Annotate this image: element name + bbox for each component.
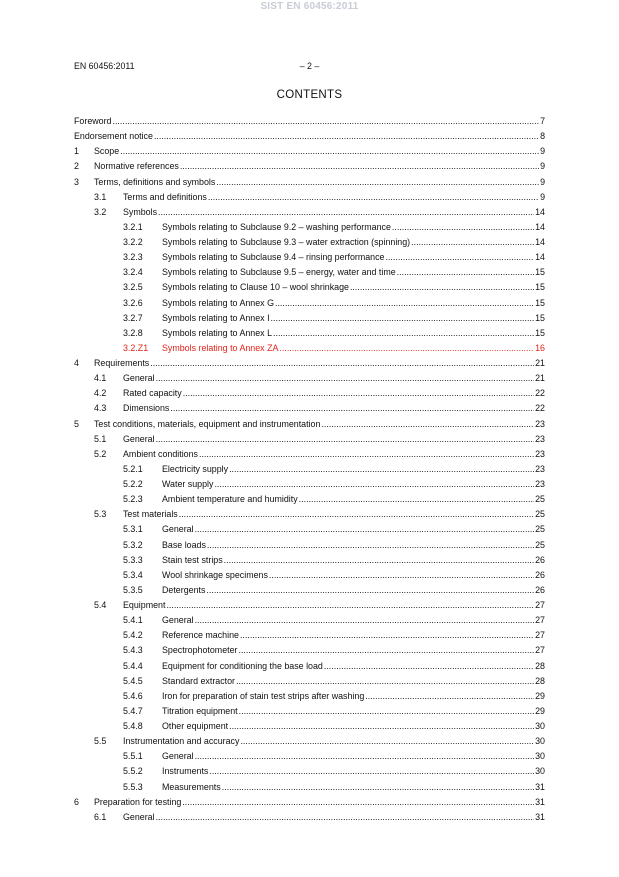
toc-entry-title: Test materials [123, 509, 178, 520]
toc-entry-title: General [123, 811, 155, 822]
toc-entry-title: General [162, 615, 194, 626]
toc-entry-number: 5.3.5 [123, 584, 143, 595]
dot-leader [392, 220, 534, 235]
toc-entry[interactable] [74, 553, 545, 568]
toc-entry[interactable] [74, 144, 545, 159]
toc-entry[interactable] [74, 356, 545, 371]
toc-entry-title: Symbols relating to Subclause 9.2 – washing performance [162, 221, 391, 232]
toc-entry-page: 15 [535, 312, 545, 323]
toc-entry-title: Test conditions, materials, equipment and instrumentation [94, 418, 321, 429]
toc-entry-page: 23 [535, 448, 545, 459]
toc-entry-number: 3.2.2 [123, 237, 143, 247]
toc-entry[interactable] [74, 129, 545, 144]
toc-entry-number: 5.4.6 [123, 690, 143, 701]
toc-entry[interactable] [74, 296, 545, 311]
toc-entry-title: Reference machine [162, 630, 239, 641]
toc-entry-number: 5.3.3 [123, 554, 143, 565]
toc-entry[interactable] [74, 175, 545, 190]
dot-leader [236, 674, 534, 689]
toc-entry-number: 3.2.4 [123, 267, 143, 278]
toc-entry-title: General [162, 751, 194, 762]
dot-leader [238, 643, 534, 658]
toc-entry[interactable] [74, 764, 545, 779]
dot-leader [269, 568, 534, 583]
dot-leader [179, 507, 534, 522]
dot-leader [271, 311, 535, 326]
toc-entry[interactable] [74, 613, 545, 628]
toc-entry-title: Foreword [74, 116, 112, 126]
toc-entry[interactable] [74, 583, 545, 598]
toc-entry-page: 26 [535, 554, 545, 565]
dot-leader [321, 417, 534, 432]
toc-entry-page: 31 [535, 781, 545, 792]
toc-entry-page: 26 [535, 584, 545, 595]
toc-entry-page: 22 [535, 403, 545, 414]
dot-leader [324, 659, 534, 674]
toc-entry-page: 21 [535, 373, 545, 384]
toc-entry-number: 3.2.5 [123, 282, 143, 293]
dot-leader [199, 447, 534, 462]
toc-entry-page: 27 [535, 600, 545, 610]
toc-entry[interactable] [74, 719, 545, 734]
toc-entry[interactable] [74, 507, 545, 522]
toc-entry-page: 15 [535, 267, 545, 278]
toc-entry-title: Instruments [162, 766, 209, 777]
toc-entry-number: 4.2 [94, 388, 107, 399]
toc-entry-number: 6.1 [94, 811, 107, 822]
dot-leader [195, 613, 535, 628]
dot-leader [156, 432, 535, 447]
toc-entry[interactable] [74, 704, 545, 719]
toc-entry[interactable] [74, 749, 545, 764]
toc-entry[interactable] [74, 659, 545, 674]
dot-leader [195, 522, 535, 537]
toc-entry[interactable] [74, 417, 545, 432]
toc-entry-page: 29 [535, 690, 545, 701]
toc-entry-page: 25 [535, 509, 545, 520]
dot-leader [273, 326, 534, 341]
toc-entry-page: 27 [535, 645, 545, 656]
dot-leader [206, 583, 534, 598]
toc-entry-page: 22 [535, 388, 545, 399]
toc-entry-number: 3.2 [94, 206, 107, 217]
toc-entry-page: 7 [540, 116, 545, 126]
toc-entry-number: 2 [74, 161, 79, 172]
toc-entry-title: Dimensions [123, 403, 170, 414]
dot-leader [240, 734, 534, 749]
toc-entry-page: 25 [535, 539, 545, 550]
toc-entry[interactable] [74, 795, 545, 810]
toc-entry-number: 1 [74, 146, 79, 157]
toc-entry-number: 5.4.4 [123, 660, 143, 671]
toc-entry-title: Equipment for conditioning the base load [162, 660, 323, 671]
dot-leader [216, 175, 539, 190]
table-of-contents [74, 114, 545, 825]
toc-entry[interactable] [74, 114, 545, 129]
toc-entry[interactable] [74, 492, 545, 507]
toc-entry-number: 5.5.3 [123, 781, 143, 792]
toc-entry[interactable] [74, 780, 545, 795]
toc-entry-title: Water supply [162, 479, 214, 489]
dot-leader [386, 250, 535, 265]
toc-entry-number: 5.3.4 [123, 569, 143, 580]
dot-leader [207, 538, 534, 553]
toc-entry[interactable] [74, 401, 545, 416]
toc-entry-number: 3.2.6 [123, 297, 143, 308]
toc-entry-title: Titration equipment [162, 705, 238, 716]
toc-entry[interactable] [74, 734, 545, 749]
dot-leader [158, 205, 534, 220]
toc-entry-page: 30 [535, 721, 545, 731]
toc-entry-title: Stain test strips [162, 554, 223, 565]
toc-entry-title: Normative references [94, 161, 179, 172]
toc-entry[interactable] [74, 689, 545, 704]
toc-entry-title: Preparation for testing [94, 796, 182, 807]
toc-entry-page: 14 [535, 237, 545, 247]
toc-entry[interactable] [74, 235, 545, 250]
toc-entry-number: 4 [74, 358, 79, 368]
dot-leader [156, 810, 535, 825]
toc-entry-number: 3.2.8 [123, 327, 143, 338]
toc-entry[interactable] [74, 447, 545, 462]
dot-leader [224, 553, 534, 568]
toc-entry-number: 5.1 [94, 433, 107, 444]
dot-leader [180, 159, 539, 174]
toc-entry-title: Ambient conditions [123, 448, 198, 459]
page-title: CONTENTS [276, 89, 343, 101]
toc-entry-title: Measurements [162, 781, 221, 792]
toc-entry-page: 31 [535, 796, 545, 807]
toc-entry-title: Base loads [162, 539, 206, 550]
toc-entry[interactable] [74, 159, 545, 174]
toc-entry[interactable] [74, 538, 545, 553]
toc-entry-title: Scope [94, 146, 120, 157]
toc-entry-page: 23 [535, 463, 545, 474]
toc-entry[interactable] [74, 280, 545, 295]
toc-entry-number: 5.3 [94, 509, 107, 520]
toc-entry[interactable] [74, 643, 545, 658]
dot-leader [182, 795, 534, 810]
toc-entry-title: Symbols relating to Subclause 9.5 – energy, water and time [162, 267, 396, 278]
toc-entry[interactable] [74, 311, 545, 326]
toc-entry-title: Symbols relating to Subclause 9.3 – water extraction (spinning) [162, 237, 411, 247]
toc-entry-title: Iron for preparation of stain test strips after washing [162, 690, 365, 701]
toc-entry-number: 5.2 [94, 448, 107, 459]
toc-entry[interactable] [74, 250, 545, 265]
toc-entry-page: 15 [535, 297, 545, 308]
toc-entry-page: 14 [535, 221, 545, 232]
toc-entry-page: 21 [535, 358, 545, 368]
dot-leader [239, 704, 534, 719]
dot-leader [229, 462, 534, 477]
toc-entry-number: 5.4.1 [123, 615, 143, 626]
dot-leader [113, 114, 540, 129]
toc-entry-number: 5.4.3 [123, 645, 143, 656]
toc-entry-number: 5.4.8 [123, 721, 143, 731]
toc-entry-number: 3.2.3 [123, 252, 143, 263]
toc-entry-page: 28 [535, 675, 545, 686]
toc-entry-page: 25 [535, 494, 545, 505]
dot-leader [365, 689, 534, 704]
toc-entry-title: Wool shrinkage specimens [162, 569, 268, 580]
dot-leader [183, 386, 534, 401]
dot-leader [299, 492, 534, 507]
toc-entry[interactable] [74, 628, 545, 643]
toc-entry-number: 5.4.7 [123, 705, 143, 716]
toc-entry-title: Symbols relating to Annex I [162, 312, 270, 323]
toc-entry-title: Terms and definitions [123, 191, 207, 202]
toc-entry-page: 9 [540, 161, 545, 172]
dot-leader [120, 144, 539, 159]
toc-entry-title: Detergents [162, 584, 206, 595]
document-id: EN 60456:2011 [74, 61, 135, 71]
toc-entry-title: General [123, 373, 155, 384]
dot-leader [397, 265, 534, 280]
toc-entry-page: 9 [540, 191, 545, 202]
toc-entry-page: 30 [535, 766, 545, 777]
toc-entry[interactable] [74, 220, 545, 235]
toc-entry-page: 15 [535, 282, 545, 293]
toc-entry-page: 14 [535, 252, 545, 263]
toc-entry[interactable] [74, 386, 545, 401]
dot-leader [195, 749, 535, 764]
toc-entry-number: 5.4 [94, 600, 107, 610]
toc-entry-title: Symbols relating to Annex L [162, 327, 273, 338]
toc-entry-title: Spectrophotometer [162, 645, 238, 656]
toc-entry[interactable] [74, 265, 545, 280]
dot-leader [208, 190, 539, 205]
toc-entry-title: Terms, definitions and symbols [94, 176, 216, 187]
dot-leader [150, 356, 534, 371]
toc-entry-title: Instrumentation and accuracy [123, 736, 240, 747]
toc-entry-page: 29 [535, 705, 545, 716]
toc-entry-number: 5.5.2 [123, 766, 143, 777]
toc-entry-page: 26 [535, 569, 545, 580]
toc-entry-title: Symbols relating to Clause 10 – wool shrinkage [162, 282, 349, 293]
toc-entry-number: 5.5 [94, 736, 107, 747]
toc-entry-page: 23 [535, 433, 545, 444]
toc-entry-title: Rated capacity [123, 388, 182, 399]
toc-entry[interactable] [74, 810, 545, 825]
dot-leader [170, 401, 534, 416]
toc-entry-page: 9 [540, 176, 545, 187]
toc-entry-page: 8 [540, 131, 545, 142]
toc-entry-number: 3.2.1 [123, 221, 143, 232]
toc-entry-page: 25 [535, 524, 545, 535]
toc-entry-page: 9 [540, 146, 545, 157]
toc-entry-title: Symbols [123, 206, 158, 217]
toc-entry-page: 23 [535, 418, 545, 429]
toc-entry-number: 3.1 [94, 191, 107, 202]
dot-leader [411, 235, 534, 250]
toc-entry-number: 5.4.5 [123, 675, 143, 686]
toc-entry-page: 30 [535, 736, 545, 747]
toc-entry-page: 30 [535, 751, 545, 762]
dot-leader [279, 341, 534, 356]
toc-entry-number: 5.3.2 [123, 539, 143, 550]
toc-entry-title: Requirements [94, 358, 150, 368]
dot-leader [240, 628, 534, 643]
dot-leader [214, 477, 534, 492]
toc-entry-title: Electricity supply [162, 463, 229, 474]
toc-entry-number: 5.2.2 [123, 479, 143, 489]
toc-entry-title: Endorsement notice [74, 131, 153, 142]
toc-entry-title: Symbols relating to Annex ZA [162, 342, 279, 353]
toc-entry-page: 27 [535, 630, 545, 641]
dot-leader [156, 371, 535, 386]
toc-entry[interactable] [74, 477, 545, 492]
dot-leader [166, 598, 534, 613]
toc-entry-page: 23 [535, 479, 545, 489]
toc-entry[interactable] [74, 190, 545, 205]
toc-entry-number: 3 [74, 176, 79, 187]
toc-entry[interactable] [74, 371, 545, 386]
toc-entry-number: 4.1 [94, 373, 107, 384]
toc-entry-page: 27 [535, 615, 545, 626]
toc-entry-number: 5.3.1 [123, 524, 143, 535]
toc-entry-number: 6 [74, 796, 79, 807]
toc-entry-title: General [123, 433, 155, 444]
toc-entry-page: 14 [535, 206, 545, 217]
toc-entry-number: 5.5.1 [123, 751, 143, 762]
toc-entry-title: Symbols relating to Annex G [162, 297, 274, 308]
toc-entry[interactable] [74, 462, 545, 477]
toc-entry[interactable] [74, 432, 545, 447]
toc-entry-title: Ambient temperature and humidity [162, 494, 298, 505]
toc-entry[interactable] [74, 598, 545, 613]
watermark: SIST EN 60456:2011 [260, 1, 359, 12]
toc-entry[interactable] [74, 341, 545, 356]
dot-leader [222, 780, 534, 795]
page-number: – 2 – [299, 61, 320, 71]
toc-entry[interactable] [74, 522, 545, 537]
dot-leader [209, 764, 534, 779]
toc-entry[interactable] [74, 568, 545, 583]
toc-entry-title: General [162, 524, 194, 535]
toc-entry-title: Standard extractor [162, 675, 236, 686]
toc-entry[interactable] [74, 326, 545, 341]
toc-entry-number: 5.2.1 [123, 463, 143, 474]
toc-entry-page: 15 [535, 327, 545, 338]
toc-entry-number: 5.2.3 [123, 494, 143, 505]
toc-entry-title: Equipment [123, 600, 166, 610]
toc-entry-number: 4.3 [94, 403, 107, 414]
toc-entry-page: 31 [535, 811, 545, 822]
toc-entry-title: Other equipment [162, 721, 229, 731]
toc-entry-number: 3.2.Z1 [123, 342, 149, 353]
toc-entry-number: 5 [74, 418, 79, 429]
toc-entry-page: 16 [535, 342, 545, 353]
toc-entry-page: 28 [535, 660, 545, 671]
toc-entry[interactable] [74, 674, 545, 689]
dot-leader [275, 296, 534, 311]
toc-entry-number: 5.4.2 [123, 630, 143, 641]
dot-leader [229, 719, 534, 734]
toc-entry-title: Symbols relating to Subclause 9.4 – rinsing performance [162, 252, 385, 263]
toc-entry[interactable] [74, 205, 545, 220]
toc-entry-number: 3.2.7 [123, 312, 143, 323]
dot-leader [350, 280, 534, 295]
dot-leader [154, 129, 539, 144]
